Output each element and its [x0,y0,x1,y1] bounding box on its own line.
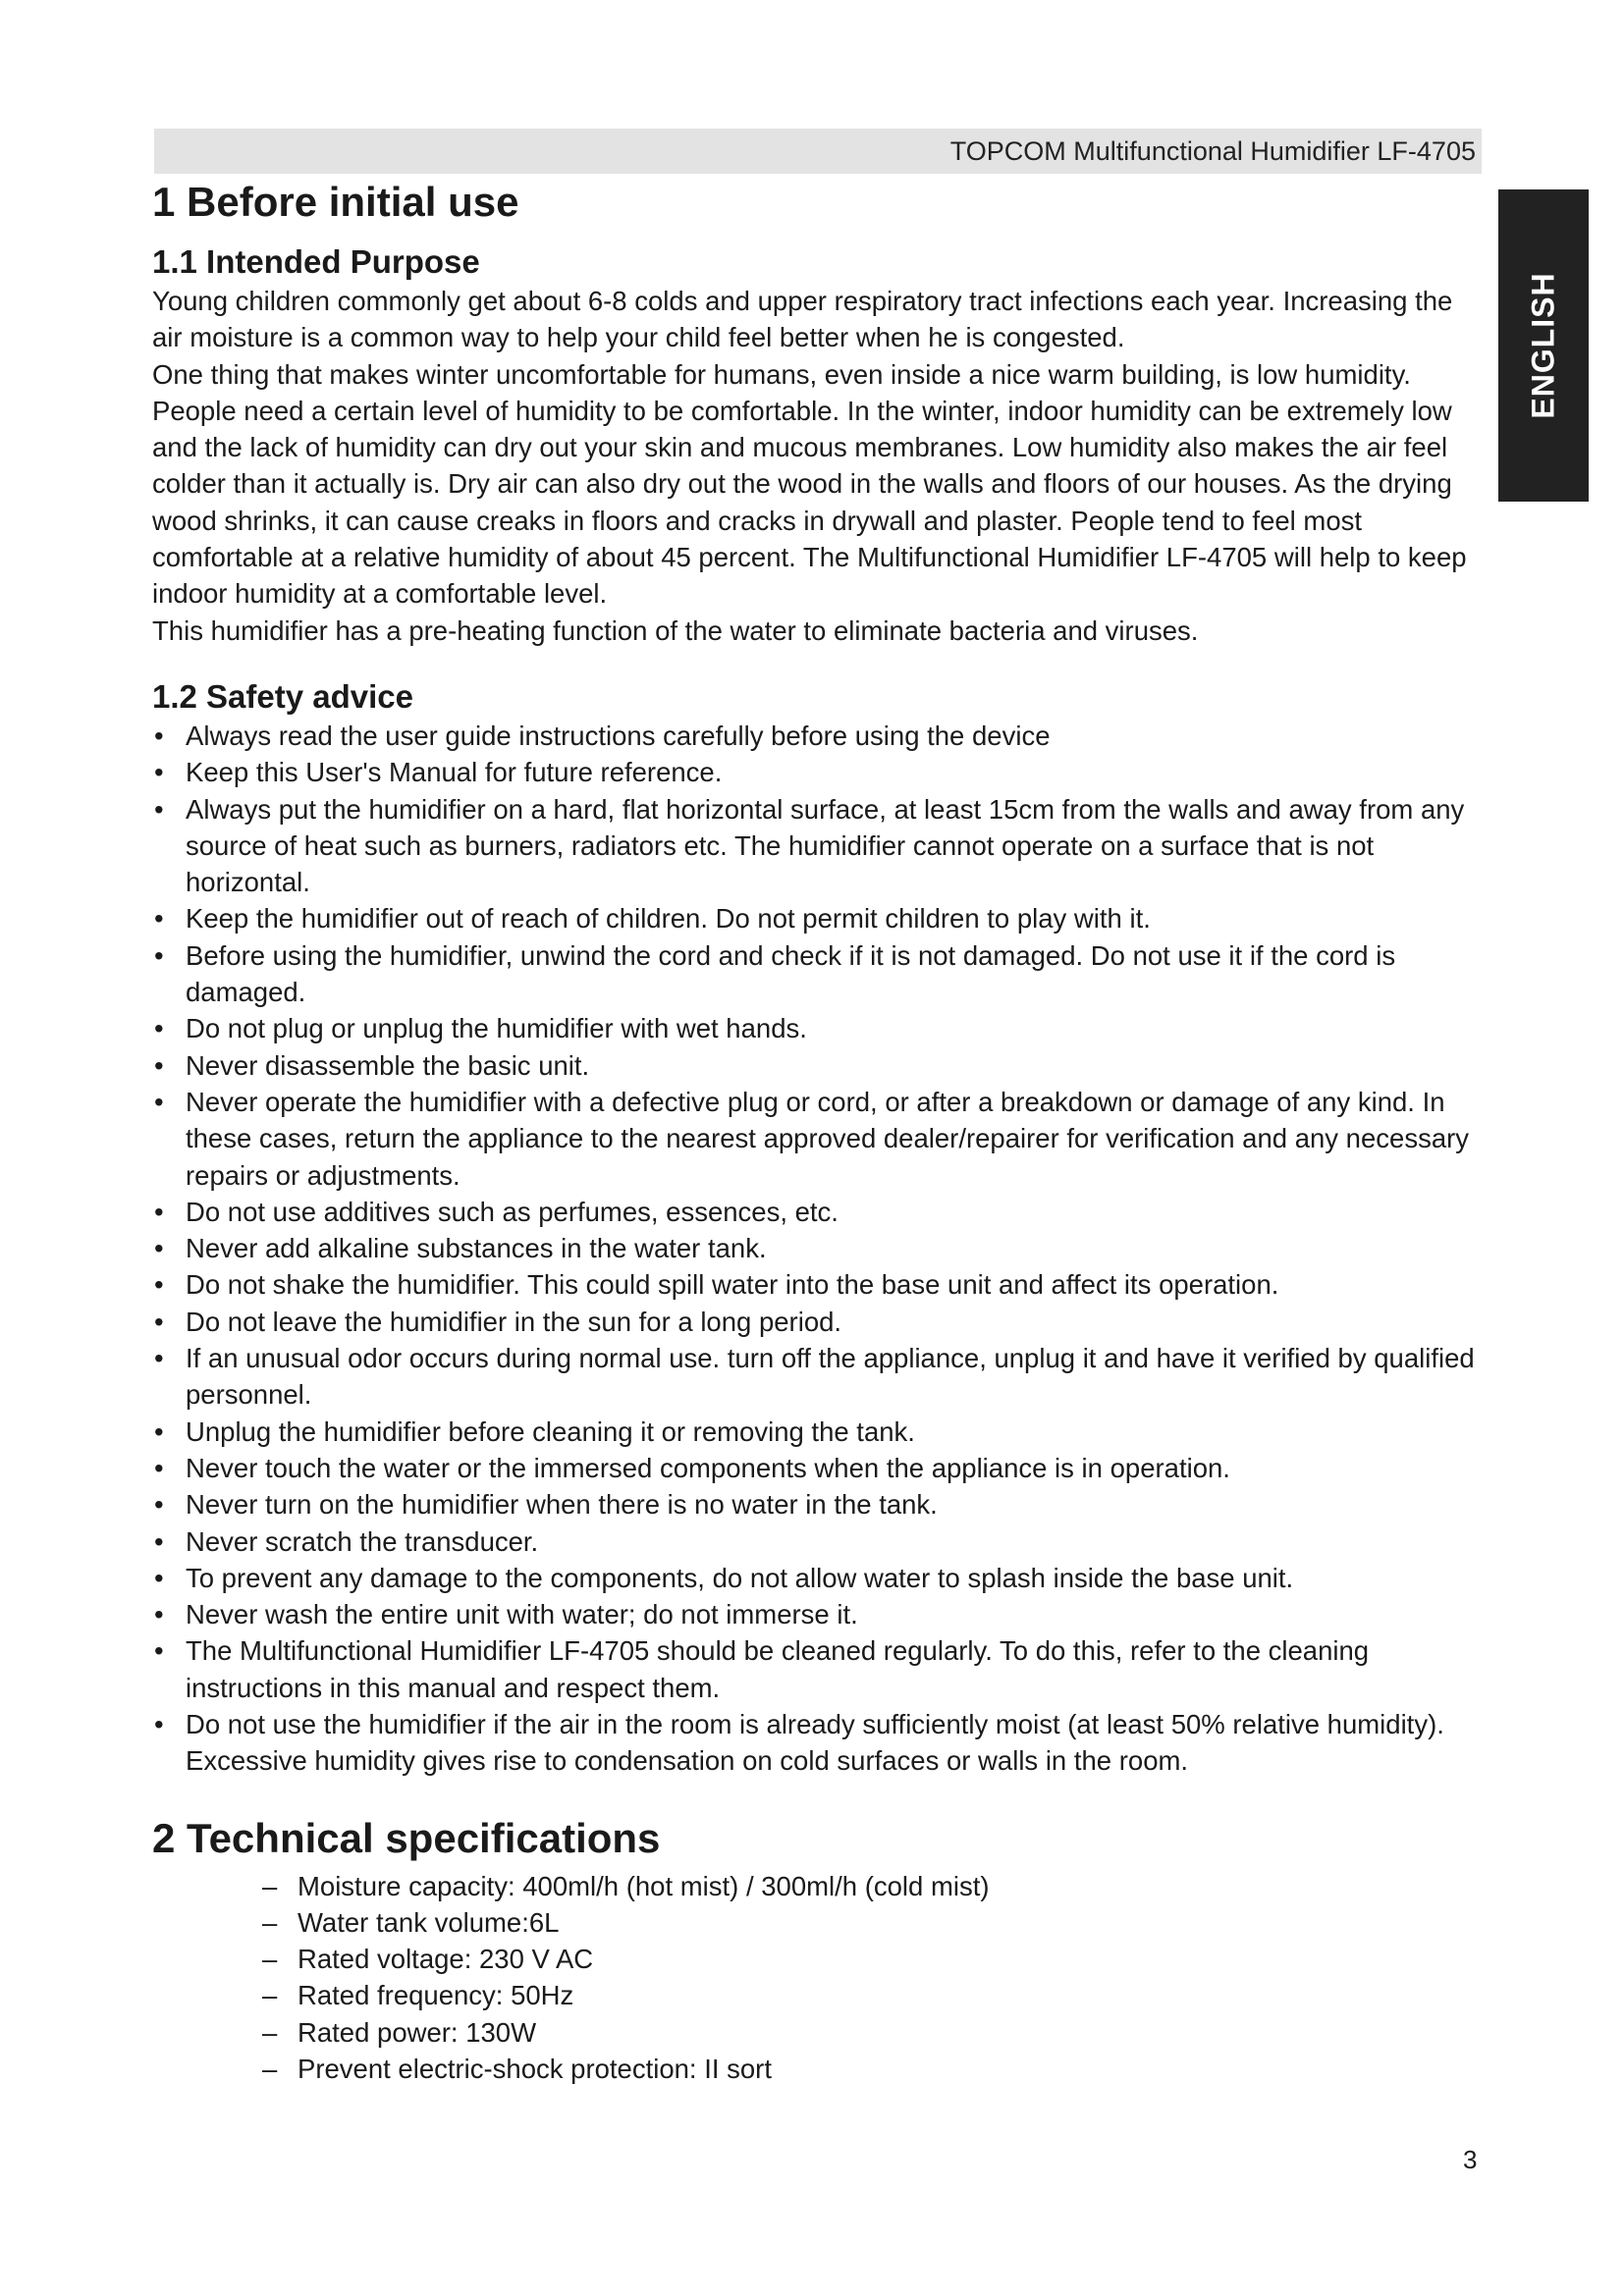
list-item: – Rated power: 130W [262,2016,537,2048]
page-number: 3 [1463,2145,1478,2174]
list-item: • The Multifunctional Humidifier LF-4705 should be cleaned regularly. To do this, refer to the cleaning instructions in this manual and respect them. [154,1635,1370,1703]
running-header [154,129,1482,174]
section-1-2-title: 1.2 Safety advice [152,677,413,715]
list-item: – Prevent electric-shock protection: II sort [262,2054,772,2085]
list-item: • Never operate the humidifier with a defective plug or cord, or after a breakdown or damage of any kind. In these cases, return the appliance to the nearest approved dealer/repairer for verification and any necessary repairs or adjustments. [154,1086,1470,1191]
list-item: • Do not use the humidifier if the air in the room is already sufficiently moist (at least 50% relative humidity). Excessive humidity gives rise to condensation on cold surfaces or walls in the room. [154,1708,1444,1777]
list-item: • Always read the user guide instructions carefully before using the device [154,720,1051,751]
running-header-title: TOPCOM Multifunctional Humidifier LF-4705 [949,135,1476,166]
section-1-1-title: 1.1 Intended Purpose [152,243,480,280]
list-item: • If an unusual odor occurs during normal use. turn off the appliance, unplug it and have it verified by qualified personnel. [154,1343,1475,1411]
list-item: • Do not leave the humidifier in the sun for a long period. [154,1306,842,1337]
language-tab-label: ENGLISH [1525,272,1561,419]
list-item: • Never scratch the transducer. [154,1525,539,1557]
section-1-title: 1 Before initial use [152,179,519,225]
list-item: • Keep this User's Manual for future reference. [154,757,723,788]
intended-purpose-paragraph-1: Young children commonly get about 6-8 colds and upper respiratory tract infections each year. Increasing the air moisture is a common way to help your child feel better when he is congested. [152,286,1453,353]
list-item: – Rated voltage: 230 V AC [262,1944,594,1975]
list-item: • Keep the humidifier out of reach of children. Do not permit children to play with it. [154,903,1151,934]
intended-purpose-paragraph-3: This humidifier has a pre-heating function of the water to eliminate bacteria and viruses. [152,614,1199,646]
list-item: – Rated frequency: 50Hz [262,1980,574,2011]
language-tab [1498,189,1589,502]
list-item: – Water tank volume:6L [262,1906,560,1938]
list-item: • Do not plug or unplug the humidifier with wet hands. [154,1013,807,1044]
technical-specs-list [152,1868,1484,2088]
list-item: • Never wash the entire unit with water; do not immerse it. [154,1599,858,1630]
list-item: • Never disassemble the basic unit. [154,1049,590,1081]
page-content [152,175,1484,2087]
list-item: • Do not use additives such as perfumes, essences, etc. [154,1196,839,1227]
list-item: • Never turn on the humidifier when there is no water in the tank. [154,1489,938,1521]
safety-advice-list [152,718,1484,1780]
list-item: • Do not shake the humidifier. This could spill water into the base unit and affect its operation. [154,1269,1279,1301]
intended-purpose-paragraph-2: One thing that makes winter uncomfortable for humans, even inside a nice warm building, is low humidity. People need a certain level of humidity to be comfortable. In the winter, indoor humidity can be extremely low and the lack of humidity can dry out your skin and mucous membranes. Low humidity also makes the air feel colder than it actually is. Dry air can also dry out the wood in the walls and floors of our houses. As the drying wood shrinks, it can cause creaks in floors and cracks in drywall and plaster. People tend to feel most comfortable at a relative humidity of about 45 percent. The Multifunctional Humidifier LF-4705 will help to keep indoor humidity at a comfortable level. [152,358,1467,610]
list-item: • Never add alkaline substances in the water tank. [154,1233,767,1264]
section-2-title: 2 Technical specifications [152,1814,661,1861]
list-item: • Unplug the humidifier before cleaning it or removing the tank. [154,1415,915,1447]
list-item: • Before using the humidifier, unwind the cord and check if it is not damaged. Do not use it if the cord is damaged. [154,939,1396,1008]
list-item: • To prevent any damage to the components, do not allow water to splash inside the base unit. [154,1562,1294,1593]
list-item: • Never touch the water or the immersed components when the appliance is in operation. [154,1452,1230,1483]
list-item: – Moisture capacity: 400ml/h (hot mist) / 300ml/h (cold mist) [262,1870,990,1901]
list-item: • Always put the humidifier on a hard, flat horizontal surface, at least 15cm from the walls and away from any source of heat such as burners, radiators etc. The humidifier cannot operate on a surface that is not horizontal. [154,793,1465,898]
